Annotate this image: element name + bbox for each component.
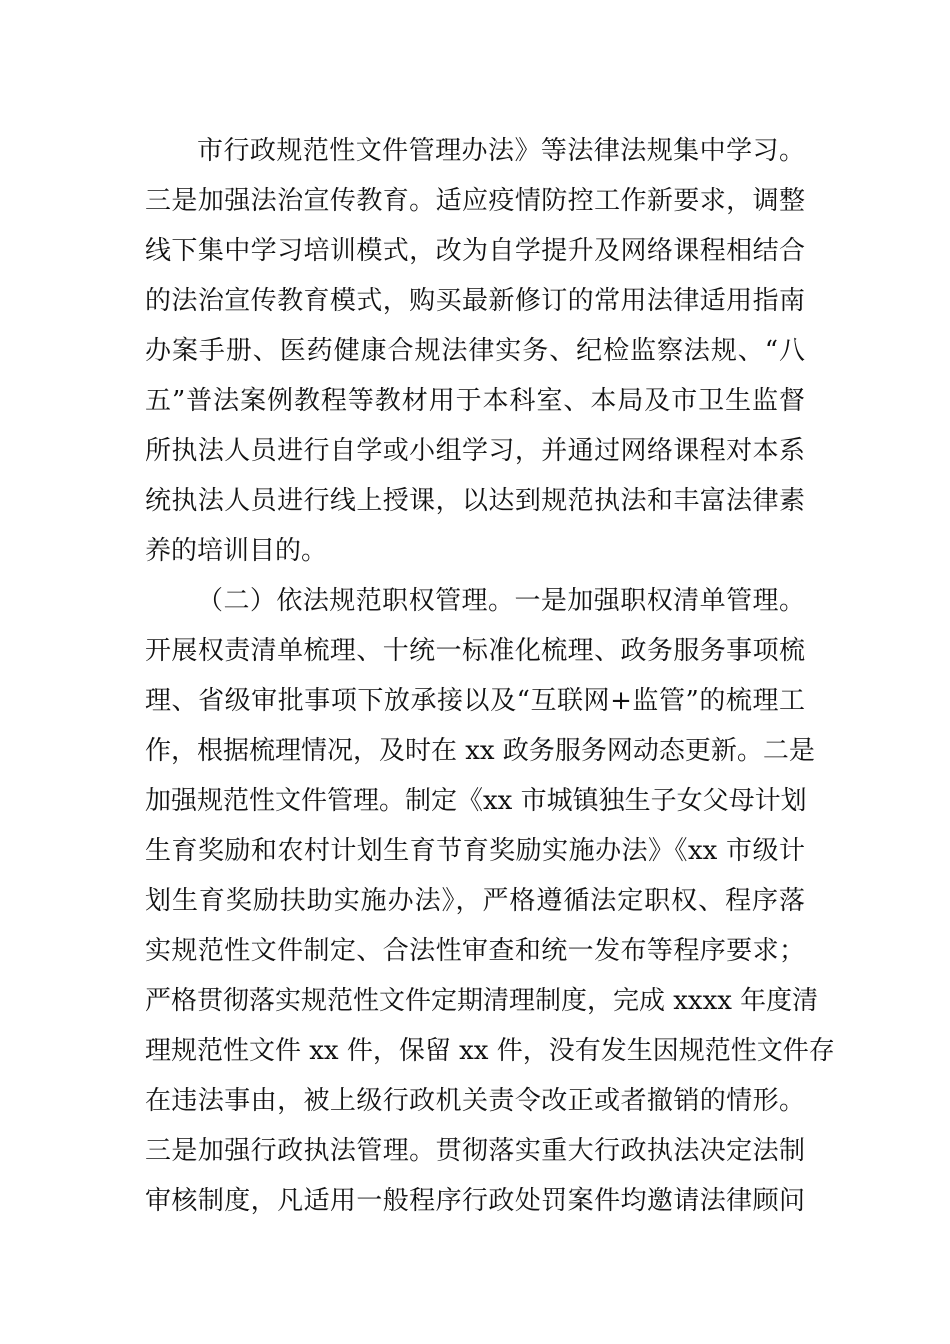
- text-line: 的法治宣传教育模式，购买最新修订的常用法律适用指南: [145, 286, 805, 316]
- text-line: 三是加强法治宣传教育。适应疫情防控工作新要求，调整: [145, 186, 805, 216]
- text-line: 加强规范性文件管理。制定《xx 市城镇独生子女父母计划: [145, 786, 807, 816]
- text-line: 审核制度，凡适用一般程序行政处罚案件均邀请法律顾问: [145, 1186, 805, 1216]
- text-line: 养的培训目的。: [145, 536, 328, 566]
- text-line: 线下集中学习培训模式，改为自学提升及网络课程相结合: [145, 236, 805, 266]
- text-line: 办案手册、医药健康合规法律实务、纪检监察法规、“八: [145, 336, 805, 366]
- text-line: 划生育奖励扶助实施办法》，严格遵循法定职权、程序落: [145, 886, 805, 916]
- text-line: 在违法事由，被上级行政机关责令改正或者撤销的情形。: [145, 1086, 805, 1116]
- text-line: 统执法人员进行线上授课，以达到规范执法和丰富法律素: [145, 486, 805, 516]
- text-line: 所执法人员进行自学或小组学习，并通过网络课程对本系: [145, 436, 805, 466]
- text-line: 理、省级审批事项下放承接以及“互联网+监管”的梳理工: [145, 686, 805, 716]
- section-heading-line: （二）依法规范职权管理。一是加强职权清单管理。: [197, 586, 805, 616]
- text-line: 三是加强行政执法管理。贯彻落实重大行政执法决定法制: [145, 1136, 805, 1166]
- text-line: 严格贯彻落实规范性文件定期清理制度，完成 xxxx 年度清: [145, 986, 819, 1016]
- text-line: 理规范性文件 xx 件，保留 xx 件，没有发生因规范性文件存: [145, 1036, 835, 1066]
- text-line: 市行政规范性文件管理办法》等法律法规集中学习。: [197, 136, 805, 166]
- text-line: 五”普法案例教程等教材用于本科室、本局及市卫生监督: [145, 386, 805, 416]
- text-line: 开展权责清单梳理、十统一标准化梳理、政务服务事项梳: [145, 636, 805, 666]
- text-line: 生育奖励和农村计划生育节育奖励实施办法》《xx 市级计: [145, 836, 805, 866]
- text-line: 作，根据梳理情况，及时在 xx 政务服务网动态更新。二是: [145, 736, 815, 766]
- text-line: 实规范性文件制定、合法性审查和统一发布等程序要求；: [145, 936, 805, 966]
